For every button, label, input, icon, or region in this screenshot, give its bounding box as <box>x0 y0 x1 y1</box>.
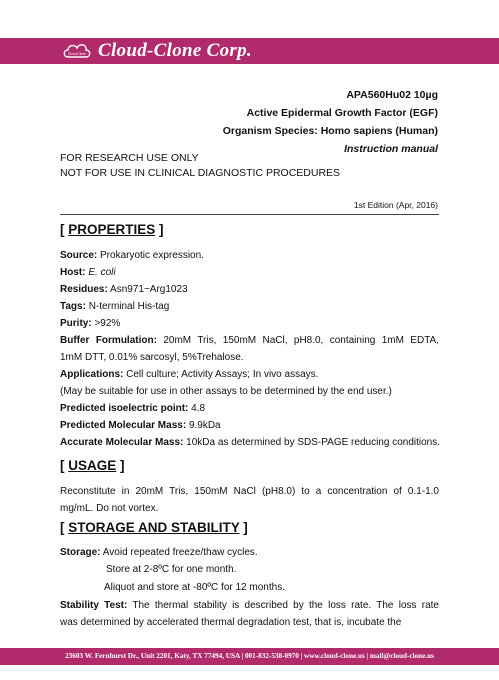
property-predicted-mass: Predicted Molecular Mass: 9.9kDa <box>60 420 221 431</box>
stability-test: Stability Test: The thermal stability is described by the loss rate. The loss rate <box>60 600 439 611</box>
storage-condition: Aliquot and store at -80ºC for 12 months. <box>104 582 285 593</box>
notice-line: NOT FOR USE IN CLINICAL DIAGNOSTIC PROCEDURES <box>60 167 341 179</box>
property-applications-note: (May be suitable for use in other assays to be determined by the end user.) <box>60 386 392 397</box>
cloud-logo-icon <box>62 41 92 61</box>
header-band <box>0 38 499 64</box>
notice-line: FOR RESEARCH USE ONLY <box>60 152 199 164</box>
svg-text:Cloud-Clone: Cloud-Clone <box>68 52 86 56</box>
product-name: Active Epidermal Growth Factor (EGF) <box>246 107 438 119</box>
property-host: Host: E. coli <box>60 267 116 278</box>
divider <box>60 214 439 215</box>
property-isoelectric-point: Predicted isoelectric point: 4.8 <box>60 403 206 414</box>
property-purity: Purity: >92% <box>60 318 121 329</box>
stability-test-cont: was determined by accelerated thermal degradation test, that is, incubate the <box>60 617 402 628</box>
section-title-properties: [ PROPERTIES ] <box>60 222 164 237</box>
organism-species: Organism Species: Homo sapiens (Human) <box>222 125 438 137</box>
property-buffer-cont: 1mM DTT, 0.01% sarcosyl, 5%Trehalose. <box>60 352 244 363</box>
usage-text-cont: mg/mL. Do not vortex. <box>60 503 159 514</box>
section-title-usage: [ USAGE ] <box>60 458 125 473</box>
storage-condition: Store at 2-8ºC for one month. <box>106 564 237 575</box>
section-title-storage: [ STORAGE AND STABILITY ] <box>60 520 248 535</box>
storage-text: Storage: Avoid repeated freeze/thaw cycles. <box>60 547 258 558</box>
product-info <box>223 86 438 158</box>
instruction-manual-label: Instruction manual <box>344 143 438 155</box>
property-buffer: Buffer Formulation: 20mM Tris, 150mM NaCl, pH8.0, containing 1mM EDTA, <box>60 335 440 346</box>
brand-name: Cloud-Clone Corp. <box>98 40 252 61</box>
property-residues: Residues: Asn971~Arg1023 <box>60 284 188 295</box>
product-code: APA560Hu02 10µg <box>346 89 438 101</box>
usage-text: Reconstitute in 20mM Tris, 150mM NaCl (pH8.0) to a concentration of 0.1-1.0 <box>60 486 439 497</box>
property-tags: Tags: N-terminal His-tag <box>60 301 170 312</box>
property-source: Source: Prokaryotic expression. <box>60 250 204 261</box>
property-applications: Applications: Cell culture; Activity Assays; In vivo assays. <box>60 369 319 380</box>
research-notice <box>60 151 340 181</box>
footer-contact: 23603 W. Fernhurst Dr., Unit 2201, Katy, TX 77494, USA | 001-832-538-0970 | www.cloud-clone.us | mail@cloud-clone.us <box>0 648 499 665</box>
property-accurate-mass: Accurate Molecular Mass: 10kDa as determined by SDS-PAGE reducing conditions. <box>60 437 441 448</box>
edition-label: 1st Edition (Apr, 2016) <box>353 200 438 210</box>
